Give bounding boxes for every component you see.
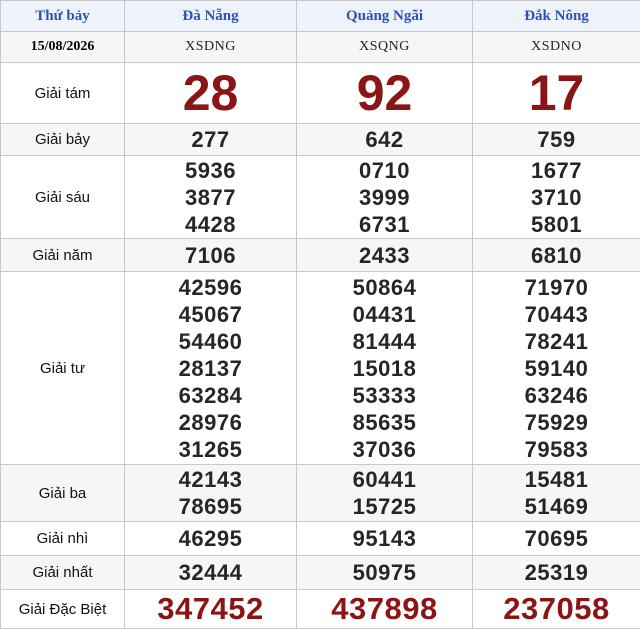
prize-cell: [473, 465, 640, 522]
prize-label: Giải nhì: [1, 522, 125, 556]
prize-cell: [125, 465, 297, 522]
prize-number: 04431: [297, 301, 472, 328]
prize-number: 2433: [297, 239, 473, 272]
prize-label: Giải tám: [1, 63, 125, 124]
prize-number: 37036: [297, 436, 472, 463]
prize-label: Giải sáu: [1, 156, 125, 239]
header-row: [1, 1, 640, 32]
prize-number: 50975: [297, 556, 473, 590]
province-da-nang[interactable]: Đà Nẵng: [125, 1, 297, 32]
prize-number: 17: [473, 63, 640, 124]
prize-cell: [125, 272, 297, 465]
prize-number: 32444: [125, 556, 297, 590]
prize-number: 3999: [297, 184, 472, 211]
prize-row-special: [1, 590, 640, 629]
prize-number: 3877: [125, 184, 296, 211]
prize-row-g5: [1, 239, 640, 272]
prize-cell: [297, 465, 473, 522]
prize-number: 28137: [125, 355, 296, 382]
prize-number: 277: [125, 124, 297, 156]
prize-row-g1: [1, 556, 640, 590]
prize-number: 60441: [297, 466, 472, 493]
prize-number: 70443: [473, 301, 640, 328]
prize-number: 42143: [125, 466, 296, 493]
province-dak-nong[interactable]: Đắk Nông: [473, 1, 640, 32]
prize-row-g4: [1, 272, 640, 465]
special-prize-number: 437898: [297, 590, 473, 629]
prize-number: 78241: [473, 328, 640, 355]
prize-number: 71970: [473, 274, 640, 301]
prize-number: 5936: [125, 157, 296, 184]
date-code-row: [1, 32, 640, 63]
prize-number: 81444: [297, 328, 472, 355]
prize-row-g8: [1, 63, 640, 124]
prize-number: 6810: [473, 239, 640, 272]
prize-number: 42596: [125, 274, 296, 301]
prize-cell: [297, 272, 473, 465]
prize-number: 15018: [297, 355, 472, 382]
prize-number: 85635: [297, 409, 472, 436]
prize-number: 63284: [125, 382, 296, 409]
prize-number: 59140: [473, 355, 640, 382]
prize-number: 759: [473, 124, 640, 156]
prize-row-g3: [1, 465, 640, 522]
province-code: XSQNG: [297, 32, 473, 63]
prize-number: 28976: [125, 409, 296, 436]
prize-number: 25319: [473, 556, 640, 590]
prize-number: 5801: [473, 211, 640, 238]
prize-label: Giải Đặc Biệt: [1, 590, 125, 629]
prize-number: 75929: [473, 409, 640, 436]
prize-number: 1677: [473, 157, 640, 184]
prize-row-g6: [1, 156, 640, 239]
prize-number: 54460: [125, 328, 296, 355]
prize-row-g2: [1, 522, 640, 556]
prize-number: 70695: [473, 522, 640, 556]
special-prize-number: 237058: [473, 590, 640, 629]
prize-row-g7: [1, 124, 640, 156]
prize-label: Giải nhất: [1, 556, 125, 590]
prize-number: 53333: [297, 382, 472, 409]
prize-number: 15481: [473, 466, 640, 493]
prize-number: 0710: [297, 157, 472, 184]
prize-number: 92: [297, 63, 473, 124]
draw-date: 15/08/2026: [1, 32, 125, 63]
prize-label: Giải bảy: [1, 124, 125, 156]
prize-number: 51469: [473, 493, 640, 520]
province-code: XSDNO: [473, 32, 640, 63]
prize-label: Giải năm: [1, 239, 125, 272]
prize-number: 3710: [473, 184, 640, 211]
day-of-week: Thứ bảy: [1, 1, 125, 32]
prize-cell: [125, 156, 297, 239]
prize-number: 7106: [125, 239, 297, 272]
prize-label: Giải ba: [1, 465, 125, 522]
prize-number: 78695: [125, 493, 296, 520]
prize-label: Giải tư: [1, 272, 125, 465]
province-code: XSDNG: [125, 32, 297, 63]
prize-number: 642: [297, 124, 473, 156]
prize-number: 45067: [125, 301, 296, 328]
prize-cell: [473, 156, 640, 239]
prize-cell: [473, 272, 640, 465]
prize-number: 15725: [297, 493, 472, 520]
special-prize-number: 347452: [125, 590, 297, 629]
prize-number: 46295: [125, 522, 297, 556]
province-quang-ngai[interactable]: Quảng Ngãi: [297, 1, 473, 32]
prize-cell: [297, 156, 473, 239]
prize-number: 79583: [473, 436, 640, 463]
prize-number: 63246: [473, 382, 640, 409]
prize-number: 50864: [297, 274, 472, 301]
prize-number: 6731: [297, 211, 472, 238]
prize-number: 28: [125, 63, 297, 124]
prize-number: 31265: [125, 436, 296, 463]
prize-number: 4428: [125, 211, 296, 238]
prize-number: 95143: [297, 522, 473, 556]
